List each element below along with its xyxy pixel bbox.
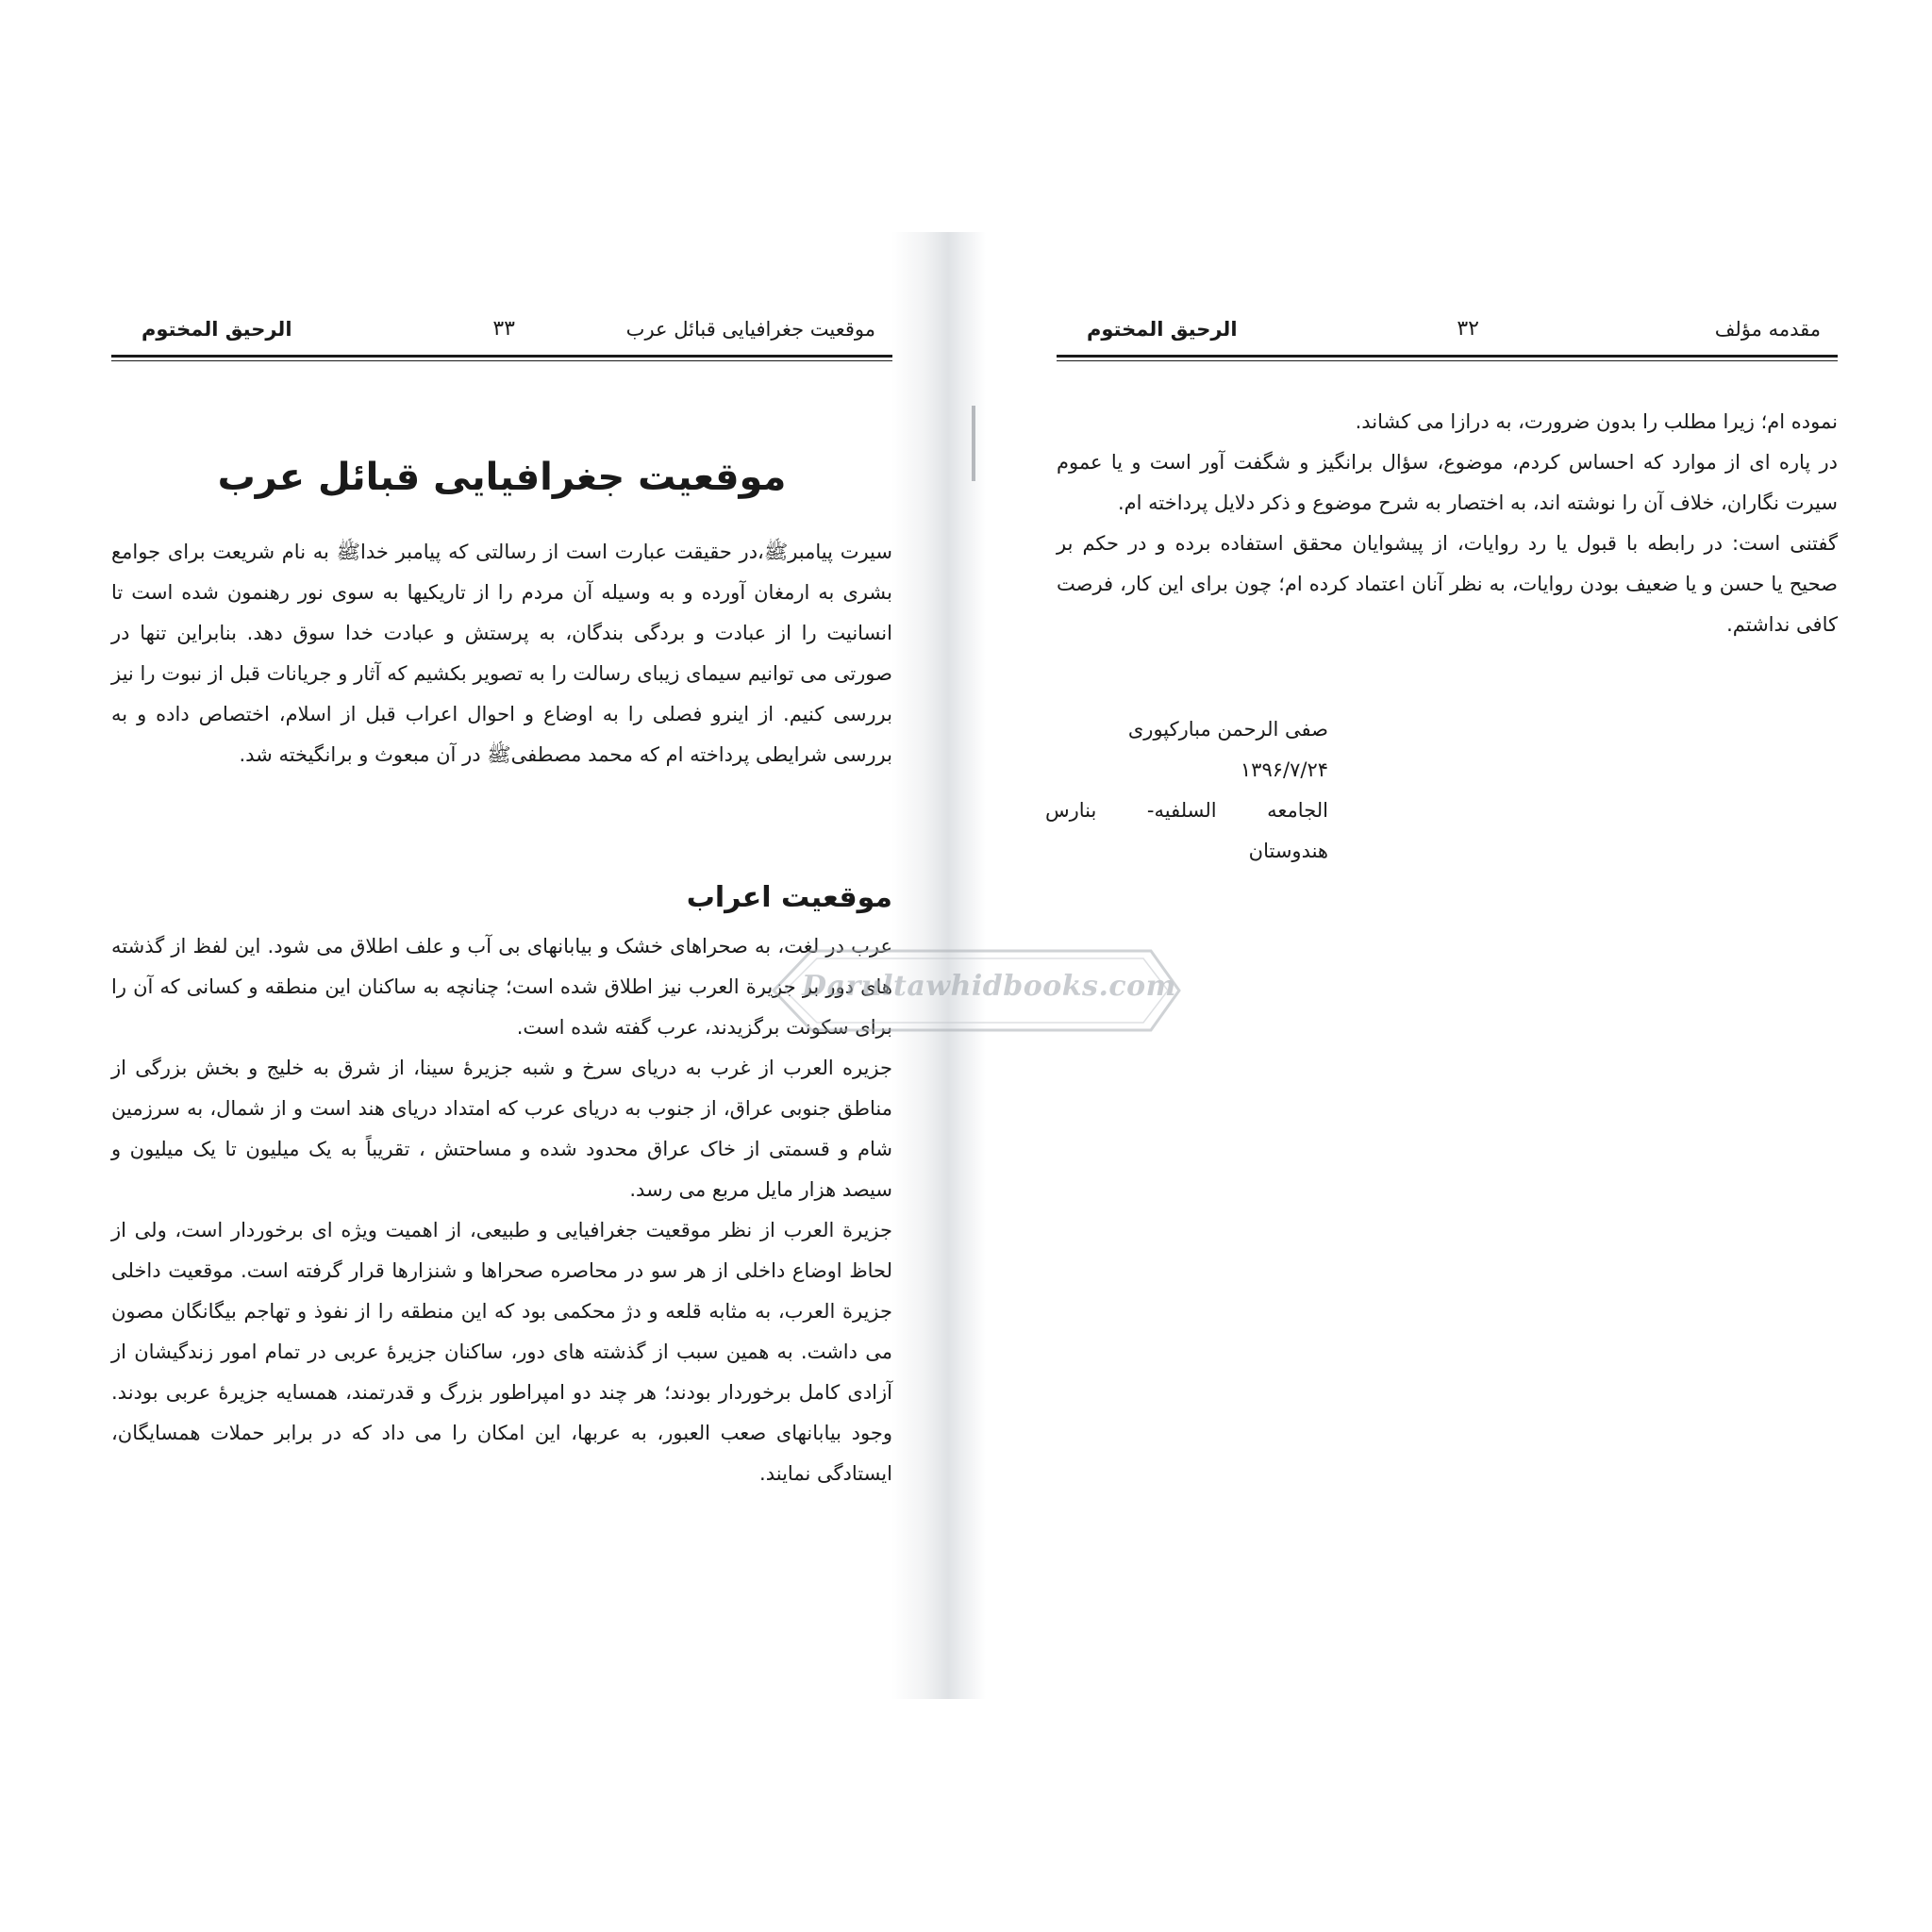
right-paragraph: در پاره ای از موارد که احساس کردم، موضوع، سؤال برانگیز و شگفت آور است و یا عموم سیرت نگاران، خلاف آن را نوشته اند، به اختصار به شرح موضوع و ذکر دلایل پرداخته ام. <box>1057 451 1838 514</box>
right-paragraph: گفتنی است: در رابطه با قبول یا رد روایات، از پیشوایان محقق استفاده برده و در حکم بر صحیح یا حسن و یا ضعیف بودن روایات، به نظر آنان اعتماد کرده ام؛ چون برای این کار، فرصت کافی نداشتم. <box>1057 532 1838 636</box>
right-body <box>1057 402 1838 645</box>
intro-text: سیرت پیامبرﷺ،در حقیقت عبارت است از رسالتی که پیامبر خداﷺ به نام شریعت برای جوامع بشری به ارمغان آورده و به وسیله آن مردم را از تاریکیها به سوی نور رهنمون شده است تا انسانیت را از عبادت و بردگی بندگان، به پرستش و عبادت خدا سوق دهد. بنابراین تنها در صورتی می توانیم سیمای زیبای رسالت را به تصویر بکشیم که آثار و جریانات قبل از نبوت را نیز بررسی کنیم. از اینرو فصلی را به اوضاع و احوال اعراب قبل از اسلام، اختصاص داده و به بررسی شرایطی پرداخته ام که محمد مصطفیﷺ در آن مبعوث و برانگیخته شد. <box>111 541 892 766</box>
section-paragraph: جزیره العرب از غرب به دریای سرخ و شبه جزیرهٔ سینا، از شرق به خلیج و بخش بزرگی از مناطق جنوبی عراق، از جنوب به دریای عرب که امتداد دریای هند است و از شمال، به سرزمین شام و قسمتی از خاک عراق محدود شده و مساحتش ، تقریباً به یک میلیون تا یک میلیون و سیصد هزار مایل مربع می رسد. <box>111 1057 892 1201</box>
right-header-rule <box>1057 355 1838 361</box>
right-paragraph: نموده ام؛ زیرا مطلب را بدون ضرورت، به درازا می کشاند. <box>1355 410 1838 433</box>
signature-date: ۱۳۹۶/۷/۲۴ <box>1240 758 1328 781</box>
left-header-rule <box>111 355 892 361</box>
watermark-text: Darultawhidbooks.com <box>802 970 1176 1003</box>
right-page-number: ۳۲ <box>1457 317 1479 341</box>
section-heading: موقعیت اعراب <box>686 881 892 914</box>
gutter-mark <box>972 406 975 481</box>
signature-institution: الجامعه السلفیه- بنارس <box>1045 799 1328 822</box>
signature-country: هندوستان <box>1248 840 1328 862</box>
left-running-head <box>111 315 892 357</box>
left-running-title: موقعیت جغرافیایی قبائل عرب <box>625 318 875 341</box>
chapter-title: موقعیت جغرافیایی قبائل عرب <box>217 456 787 499</box>
right-running-title: مقدمه مؤلف <box>1714 318 1821 341</box>
right-book-title: الرحیق المختوم <box>1087 318 1238 341</box>
section-paragraph: عرب در لغت، به صحراهای خشک و بیابانهای بی آب و علف اطلاق می شود. این لفظ از گذشته های دور بر جزیرة العرب نیز اطلاق شده است؛ چنانچه به ساکنان این منطقه و کسانی که آن را برای سکونت برگزیدند، عرب گفته شده است. <box>111 935 892 1039</box>
left-book-title: الرحیق المختوم <box>142 318 292 341</box>
watermark <box>755 943 1189 1038</box>
intro-paragraph <box>111 532 892 775</box>
left-page-number: ۳۳ <box>492 317 515 341</box>
signature-author: صفی الرحمن مبارکپوری <box>1127 718 1328 741</box>
section-paragraph: جزیرة العرب از نظر موقعیت جغرافیایی و طبیعی، از اهمیت ویژه ای برخوردار است، ولی از لحاظ اوضاع داخلی از هر سو در محاصره صحراها و شنزارها قرار گرفته است. موقعیت داخلی جزیرة العرب، به مثابه قلعه و دژ محکمی بود که این منطقه را از نفوذ و تهاجم بیگانگان مصون می داشت. به همین سبب از گذشته های دور، ساکنان جزیرهٔ عربی در تمام امور زندگیشان از آزادی کامل برخوردار بودند؛ هر چند دو امپراطور بزرگ و قدرتمند، همسایه جزیرهٔ عربی بودند. وجود بیابانهای صعب العبور، به عربها، این امکان را می داد که در برابر حملات همسایگان، ایستادگی نمایند. <box>111 1219 892 1485</box>
right-running-head <box>1057 315 1838 357</box>
